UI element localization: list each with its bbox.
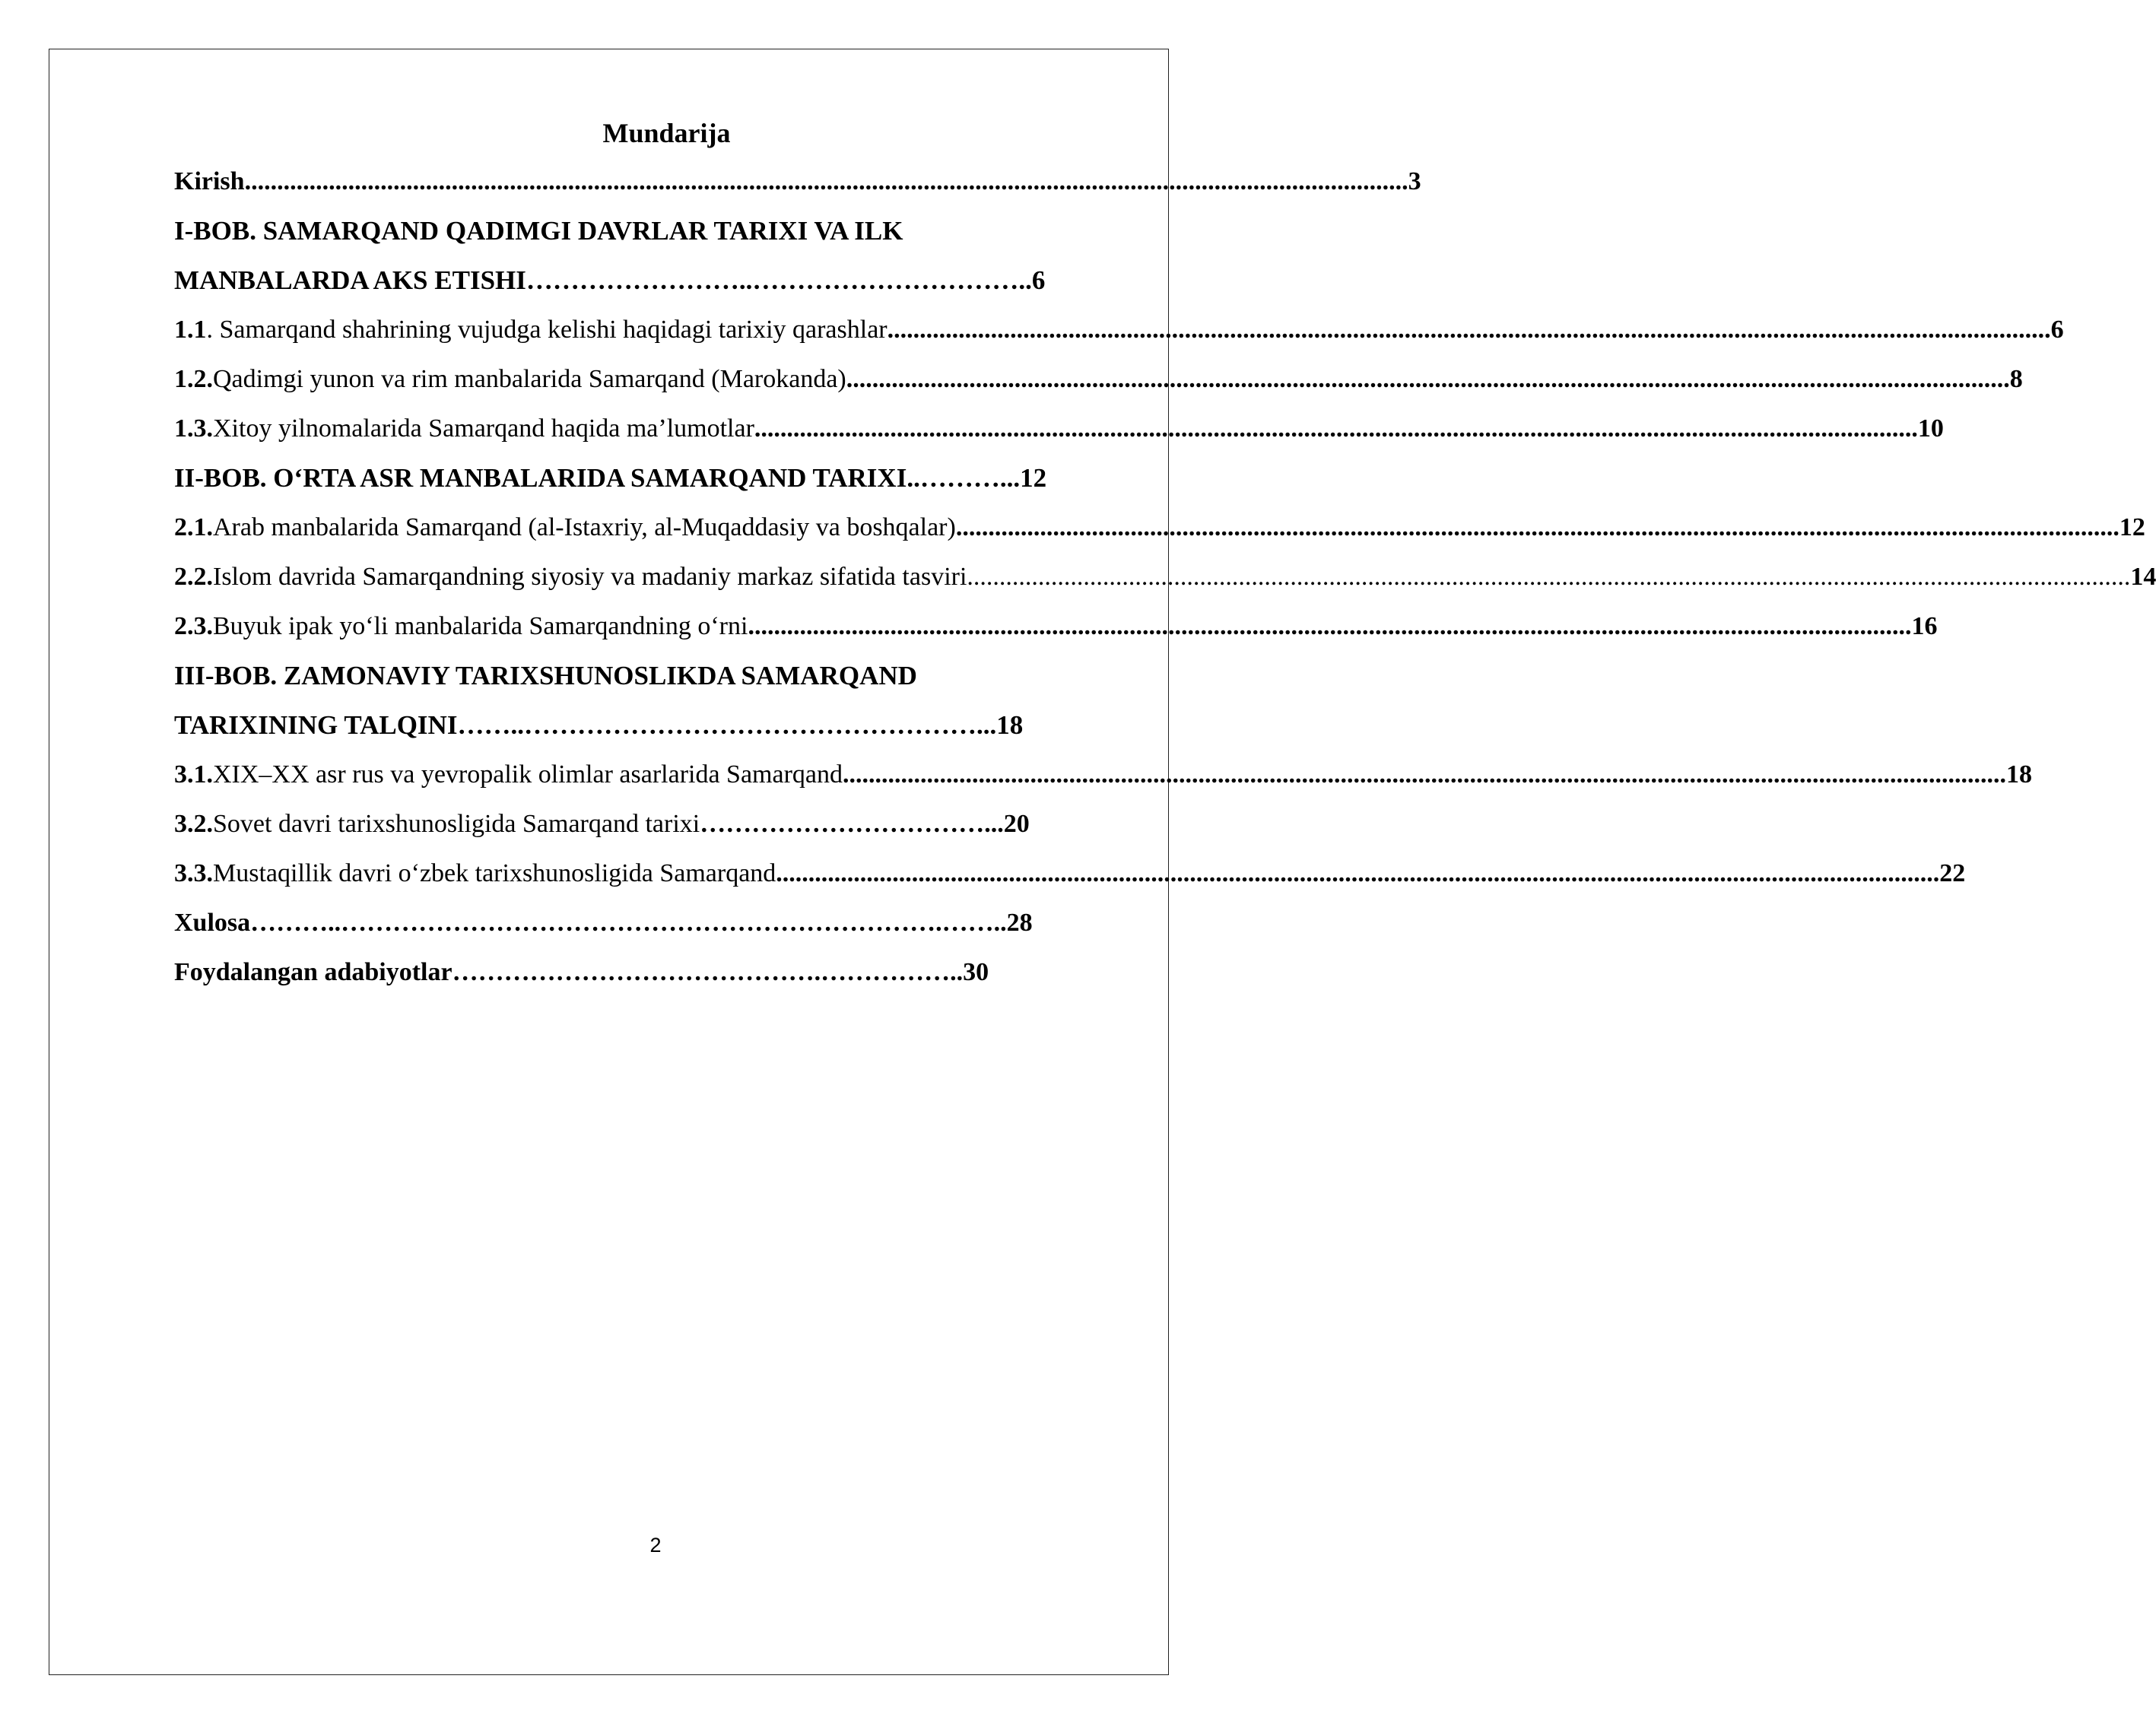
toc-entry-3-2[interactable]	[174, 805, 1030, 843]
toc-leader-dots: ....................................................................................................................................................................................	[244, 167, 1408, 195]
toc-entry-label: Kirish	[174, 167, 245, 195]
toc-entry-label: Sovet davri tarixshunosligida Samarqand tarixi	[213, 810, 700, 838]
toc-entry-kirish[interactable]	[174, 163, 1421, 201]
toc-entry-chapter-3[interactable]	[174, 706, 1023, 744]
toc-entry-number: 3.2.	[174, 810, 213, 838]
toc-entry-page: 16	[1911, 612, 1938, 640]
toc-entry-1-3[interactable]	[174, 410, 1944, 448]
toc-leader-dots: ....................................................................................................................................................................................	[776, 859, 1940, 887]
toc-entry-2-1[interactable]	[174, 509, 2145, 547]
toc-entry-number: 1.2.	[174, 365, 213, 393]
toc-entry-page: 6	[1031, 265, 1046, 295]
toc-entry-label: Mustaqillik davri o‘zbek tarixshunosligida Samarqand	[213, 859, 776, 887]
toc-entry-1-1[interactable]	[174, 311, 2064, 349]
toc-entry-label: TARIXINING TALQINI	[174, 710, 458, 740]
toc-entry-label: Buyuk ipak yo‘li manbalarida Samarqandning o‘rni	[213, 612, 748, 640]
page-number: 2	[649, 1534, 662, 1557]
toc-entry-label: . Samarqand shahrining vujudga kelishi haqidagi tarixiy qarashlar	[206, 316, 887, 344]
toc-leader-dots: ....................................................................................................................................................................................	[754, 414, 1918, 443]
toc-entry-number: 3.1.	[174, 760, 213, 789]
toc-entry-page: 6	[2050, 316, 2064, 344]
toc-leader-dots: ……..……………………………………………...	[457, 710, 997, 740]
toc-entry-number: 2.3.	[174, 612, 213, 640]
toc-entry-page: 10	[1917, 414, 1944, 443]
toc-leader-dots: ....................................................................................................................................................................................	[955, 513, 2119, 541]
toc-entry-page: 18	[2006, 760, 2033, 789]
toc-entry-label: Qadimgi yunon va rim manbalarida Samarqand (Marokanda)	[213, 365, 846, 393]
toc-chapter-3-heading: III-BOB. ZAMONAVIY TARIXSHUNOSLIKDA SAMARQAND	[174, 661, 917, 690]
toc-leader-dots: ..………...	[907, 463, 1021, 493]
toc-entry-adabiyotlar[interactable]	[174, 954, 989, 992]
toc-entry-page: 30	[963, 958, 989, 986]
toc-leader-dots: …………………………………….……………..	[452, 958, 964, 986]
toc-leader-dots: ....................................................................................................................................................................................	[887, 316, 2051, 344]
toc-entry-label: Xitoy yilnomalarida Samarqand haqida ma’lumotlar	[213, 414, 754, 443]
toc-entry-chapter-1[interactable]	[174, 262, 1045, 300]
toc-entry-label: Foydalangan adabiyotlar	[174, 958, 452, 986]
toc-entry-label: Xulosa	[174, 909, 251, 937]
toc-chapter-1-heading: I-BOB. SAMARQAND QADIMGI DAVRLAR TARIXI VA ILK	[174, 216, 903, 246]
toc-entry-xulosa[interactable]	[174, 904, 1033, 942]
toc-entry-label: MANBALARDA AKS ETISHI	[174, 265, 526, 295]
toc-entry-page: 12	[2119, 513, 2145, 541]
toc-leader-dots: ……………………………...	[700, 810, 1004, 838]
toc-entry-page: 22	[1939, 859, 1966, 887]
toc-entry-number: 2.1.	[174, 513, 213, 541]
toc-entry-page: 12	[1020, 463, 1047, 493]
toc-entry-1-2[interactable]	[174, 360, 2023, 398]
toc-entry-page: 14	[2130, 563, 2156, 591]
toc-entry-label: II-BOB. O‘RTA ASR MANBALARIDA SAMARQAND TARIXI	[174, 463, 907, 493]
toc-leader-dots: ……………………..…………………………..	[526, 265, 1032, 295]
toc-entry-page: 28	[1006, 909, 1033, 937]
toc-entry-3-1[interactable]	[174, 756, 2033, 794]
toc-entry-page: 18	[996, 710, 1024, 740]
toc-leader-dots: ………..…………………………………………………………….……..	[250, 909, 1007, 937]
toc-entry-page: 8	[2009, 365, 2023, 393]
toc-title: Mundarija	[602, 118, 731, 148]
toc-leader-dots: ....................................................................................................................................................................................	[846, 365, 2010, 393]
toc-entry-chapter-2[interactable]	[174, 459, 1046, 497]
toc-entry-label: XIX–XX asr rus va yevropalik olimlar asarlarida Samarqand	[213, 760, 843, 789]
toc-entry-label: Arab manbalarida Samarqand (al-Istaxriy, al-Muqaddasiy va boshqalar)	[213, 513, 956, 541]
toc-entry-number: 1.3.	[174, 414, 213, 443]
toc-entry-number: 2.2.	[174, 563, 213, 591]
toc-entry-page: 3	[1408, 167, 1421, 195]
toc-entry-3-3[interactable]	[174, 855, 1966, 893]
toc-entry-number: 3.3.	[174, 859, 213, 887]
toc-entry-page: 20	[1003, 810, 1030, 838]
toc-entry-2-3[interactable]	[174, 608, 1938, 646]
toc-leader-dots: ....................................................................................................................................................................................	[967, 563, 2131, 591]
toc-entry-2-2[interactable]	[174, 558, 2156, 596]
toc-leader-dots: ....................................................................................................................................................................................	[843, 760, 2007, 789]
toc-entry-label: Islom davrida Samarqandning siyosiy va madaniy markaz sifatida tasviri	[213, 563, 967, 591]
toc-entry-number: 1.1	[174, 316, 207, 344]
toc-leader-dots: ....................................................................................................................................................................................	[748, 612, 1912, 640]
